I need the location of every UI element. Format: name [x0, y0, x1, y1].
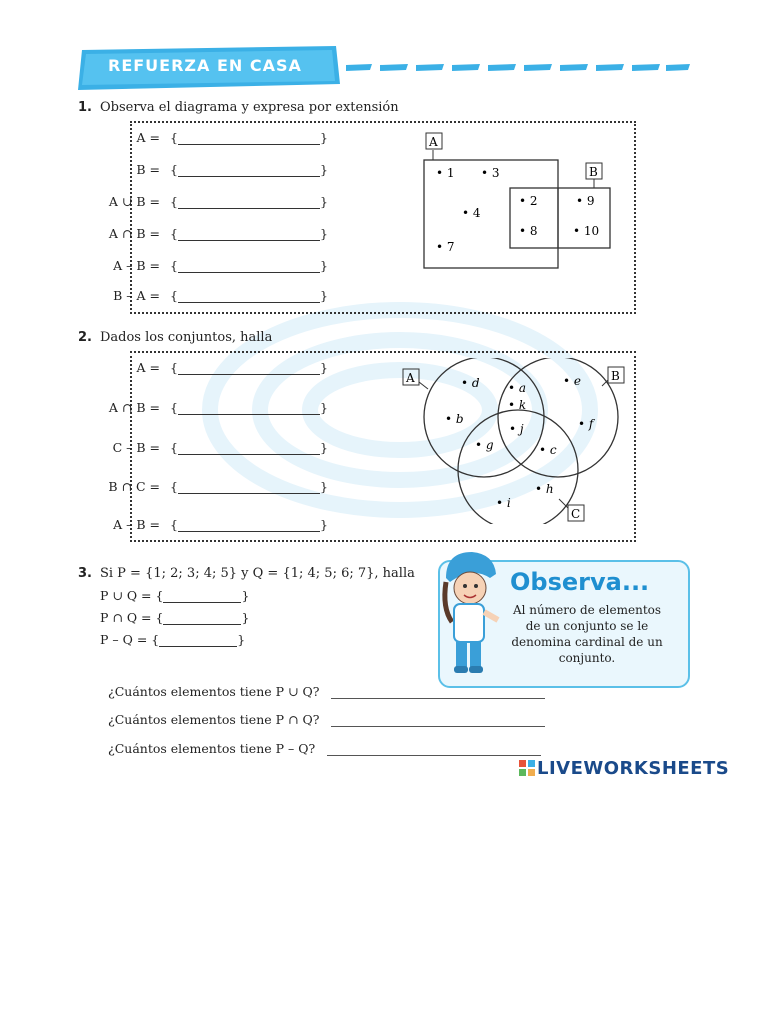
q3-count-union[interactable]: [331, 698, 545, 699]
q3-row-union: P ∪ Q = { }: [100, 588, 250, 603]
q3-count-difference[interactable]: [327, 755, 541, 756]
point-b: • b: [445, 412, 464, 426]
q1-row-b: B = { }: [136, 162, 328, 177]
set-b-circle: [498, 358, 618, 477]
banner-dashes: [346, 64, 690, 72]
point-2: • 2: [519, 194, 538, 208]
q1-answer-b[interactable]: [178, 176, 320, 177]
point-a: • a: [508, 381, 527, 395]
point-d: • d: [461, 376, 480, 390]
note-text: Al número de elementos de un conjunto se le denomina cardinal de un conjunto.: [511, 603, 663, 665]
set-b-label: B: [589, 165, 598, 179]
q2-answer-c-minus-b[interactable]: [178, 454, 320, 455]
q1-answer-a[interactable]: [178, 144, 320, 145]
q1-row-b-minus-a: B – A = { }: [113, 288, 328, 303]
set-a-circle: [424, 358, 544, 477]
q3-question-difference: ¿Cuántos elementos tiene P – Q?: [108, 741, 541, 756]
point-10: • 10: [573, 224, 600, 238]
point-3: • 3: [481, 166, 500, 180]
q2-answer-b-intersect-c[interactable]: [178, 493, 320, 494]
q2-venn-diagram: [398, 358, 630, 524]
point-k: • k: [508, 398, 527, 412]
point-1: • 1: [436, 166, 455, 180]
set-a-label: A: [429, 135, 438, 149]
point-4: • 4: [462, 206, 481, 220]
liveworksheets-logo: LIVEWORKSHEETS: [519, 758, 729, 779]
banner-title: REFUERZA EN CASA: [108, 56, 302, 75]
point-f: • f: [578, 417, 594, 431]
q2-row-a: A = { }: [136, 360, 328, 375]
q1-answer-a-minus-b[interactable]: [178, 272, 320, 273]
q1-answer-b-minus-a[interactable]: [178, 302, 320, 303]
section-banner: [78, 44, 340, 92]
q3-row-difference: P – Q = { }: [100, 632, 246, 647]
q2-answer-a[interactable]: [178, 374, 320, 375]
q3-count-intersection[interactable]: [331, 726, 545, 727]
question-3-title: 3. Si P = {1; 2; 3; 4; 5} y Q = {1; 4; 5; 6; 7}, halla: [78, 566, 415, 581]
question-2-title: 2. Dados los conjuntos, halla: [78, 330, 273, 345]
set-a-label: A: [406, 371, 415, 385]
point-7: • 7: [436, 240, 455, 254]
q3-row-intersection: P ∩ Q = { }: [100, 610, 250, 625]
q2-row-a-intersect-b: A ∩ B = { }: [108, 400, 328, 415]
q3-answer-intersection[interactable]: [163, 624, 241, 625]
point-i: • i: [496, 496, 511, 510]
liveworksheets-icon: [519, 760, 535, 776]
q2-answer-a-intersect-b[interactable]: [178, 414, 320, 415]
point-c: • c: [539, 443, 557, 457]
note-title: Observa...: [510, 568, 650, 596]
point-h: • h: [535, 482, 554, 496]
point-e: • e: [563, 374, 581, 388]
q1-venn-diagram: [418, 128, 618, 276]
set-b-label: B: [611, 369, 620, 383]
point-9: • 9: [576, 194, 595, 208]
q3-answer-difference[interactable]: [159, 646, 237, 647]
q3-question-union: ¿Cuántos elementos tiene P ∪ Q?: [108, 684, 545, 699]
q2-row-a-minus-b: A – B = { }: [113, 517, 328, 532]
point-j: • j: [509, 422, 524, 436]
q1-row-a-intersect-b: A ∩ B = { }: [108, 226, 328, 241]
q1-row-a: A = { }: [136, 130, 328, 145]
q3-answer-union[interactable]: [163, 602, 241, 603]
q1-row-a-union-b: A ∪ B = { }: [108, 194, 328, 209]
child-illustration: [432, 548, 504, 678]
q1-answer-a-intersect-b[interactable]: [178, 240, 320, 241]
q1-answer-a-union-b[interactable]: [178, 208, 320, 209]
question-1-title: 1. Observa el diagrama y expresa por extensión: [78, 100, 399, 115]
point-g: • g: [475, 438, 494, 452]
point-8: • 8: [519, 224, 538, 238]
q1-row-a-minus-b: A – B = { }: [113, 258, 328, 273]
set-c-label: C: [571, 507, 581, 521]
q2-answer-a-minus-b[interactable]: [178, 531, 320, 532]
q2-row-b-intersect-c: B ∩ C = { }: [108, 479, 328, 494]
q2-row-c-minus-b: C – B = { }: [112, 440, 328, 455]
q3-question-intersection: ¿Cuántos elementos tiene P ∩ Q?: [108, 712, 545, 727]
